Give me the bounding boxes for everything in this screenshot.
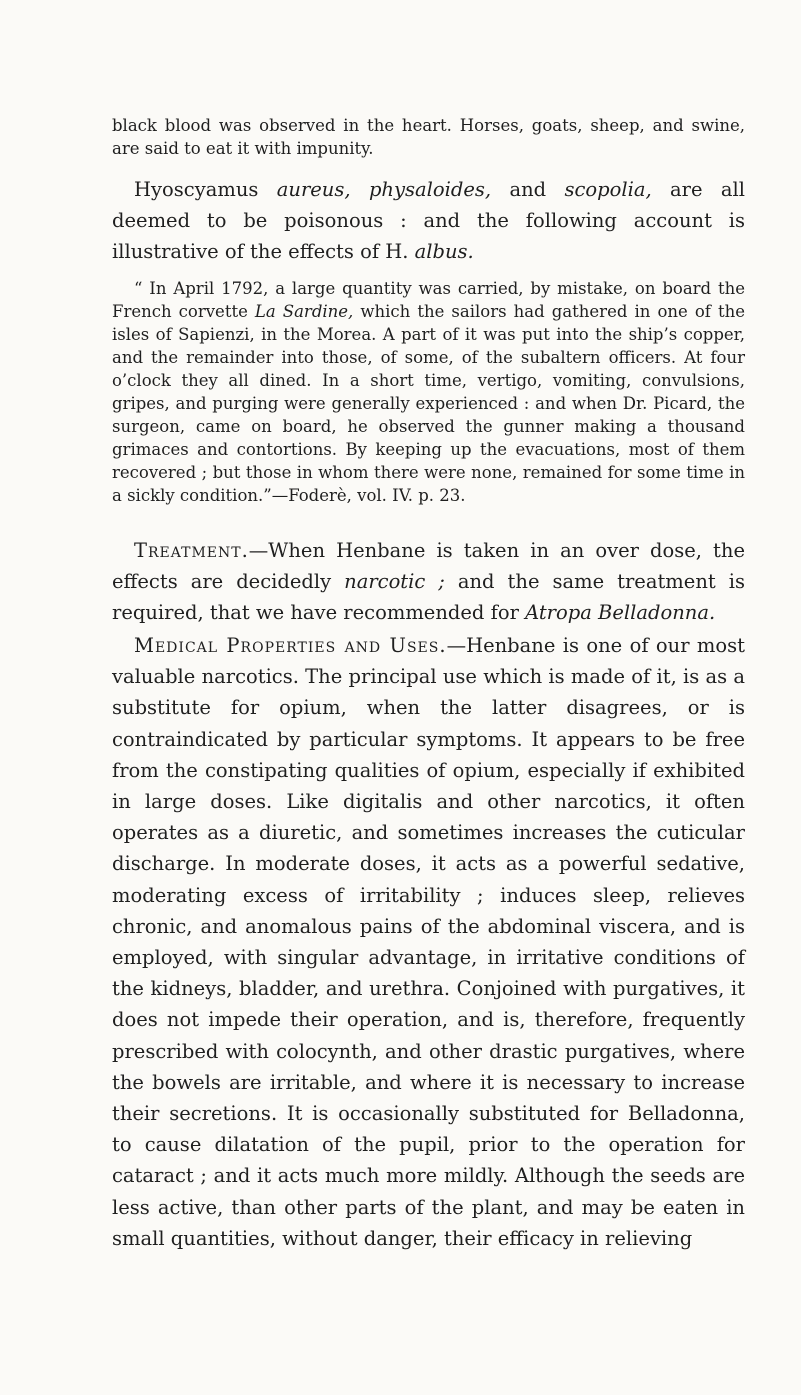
p2-mid-2: are all deemed to be poisonous : and the following account is illustrative of the effects of H. — [112, 178, 745, 264]
quote-lead: “ In April 1792, a large quantity was carried, by mistake, on board the French corvette — [112, 279, 745, 321]
quote-rest: which the sailors had gathered in one of the isles of Sapienzi, in the Morea. A part of it was put into the ship’s copper, and the remainder into those, of some, of the subaltern officers. At four o’clock they all dined. In a short time, vertigo, vomiting, convulsions, gripes, and purging were generally experienced : and when Dr. Picard, the surgeon, came on board, he observed the gunner making a thousand grimaces and contortions. By keeping up the evacuations, most of them recovered ; but those in whom there were none, remained for some time in a sickly condition.”—Foderè, vol. IV. p. 23. — [112, 302, 745, 505]
paragraph-continuation — [112, 114, 745, 160]
medical-properties-text: —Henbane is one of our most valuable narcotics. The principal use which is made of it, is as a substitute for opium, when the latter disagrees, or is contraindicated by particular symptoms. It appears to be free from the constipating qualities of opium, especially if exhibited in large doses. Like digitalis and other narcotics, it often operates as a diuretic, and sometimes increases the cuticular discharge. In moderate doses, it acts as a powerful sedative, moderating excess of irritability ; induces sleep, relieves chronic, and anomalous pains of the abdominal viscera, and is employed, with singular advantage, in irritative conditions of the kidneys, bladder, and urethra. Conjoined with purgatives, it does not impede their operation, and is, therefore, frequently prescribed with colocynth, and other drastic purgatives, where the bowels are irritable, and where it is necessary to increase their secretions. It is occasionally substituted for Belladonna, to cause dilatation of the pupil, prior to the operation for cataract ; and it acts much more mildly. Although the seeds are less active, than other parts of the plant, and may be eaten in small quantities, without danger, their efficacy in relieving — [112, 634, 745, 1250]
treatment-mid: and the same treatment is required, that we have recommended for — [112, 570, 745, 625]
paragraph-treatment — [112, 535, 745, 629]
paragraph-medical-properties — [112, 630, 745, 1254]
p2-mid: and — [491, 178, 565, 201]
p2-lead: Hyoscyamus — [134, 178, 277, 201]
treatment-italic-narcotic: narcotic ; — [344, 570, 445, 594]
p2-italic-scopolia: scopolia, — [564, 178, 652, 201]
quote-ship-name: La Sardine, — [254, 302, 354, 321]
quotation-la-sardine — [112, 277, 745, 507]
treatment-italic-atropa: Atropa Belladonna. — [525, 601, 716, 625]
paragraph-hyoscyamus-species — [112, 174, 745, 268]
heading-medical-properties: Medical Properties and Uses. — [134, 634, 447, 657]
paragraph-continuation-text: black blood was observed in the heart. Horses, goats, sheep, and swine, are said to eat it with impunity. — [112, 116, 745, 158]
heading-treatment: Treatment. — [134, 539, 249, 562]
p2-italic-species: aureus, physaloides, — [276, 178, 492, 201]
p2-italic-albus: albus. — [414, 240, 474, 264]
treatment-lead: —When Henbane is taken in an over dose, the effects are decidedly — [112, 539, 745, 594]
